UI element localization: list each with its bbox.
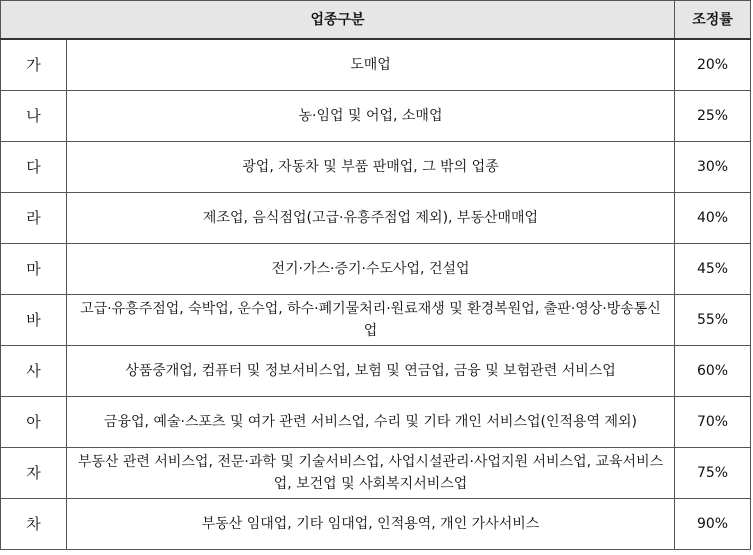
table-row — [1, 192, 751, 243]
table-row — [1, 294, 751, 345]
row-rate: 30% — [675, 141, 751, 192]
table-row — [1, 243, 751, 294]
row-description: 부동산 관련 서비스업, 전문·과학 및 기술서비스업, 사업시설관리·사업지원 서비스업, 교육서비스업, 보건업 및 사회복지서비스업 — [67, 447, 675, 498]
row-code: 아 — [1, 396, 67, 447]
row-rate: 55% — [675, 294, 751, 345]
row-description: 상품중개업, 컴퓨터 및 정보서비스업, 보험 및 연금업, 금융 및 보험관련 서비스업 — [67, 345, 675, 396]
table-row — [1, 39, 751, 90]
row-description: 도매업 — [67, 39, 675, 90]
row-rate: 60% — [675, 345, 751, 396]
row-code: 자 — [1, 447, 67, 498]
row-description: 부동산 임대업, 기타 임대업, 인적용역, 개인 가사서비스 — [67, 498, 675, 549]
row-description: 금융업, 예술·스포츠 및 여가 관련 서비스업, 수리 및 기타 개인 서비스업(인적용역 제외) — [67, 396, 675, 447]
row-rate: 90% — [675, 498, 751, 549]
row-description: 광업, 자동차 및 부품 판매업, 그 밖의 업종 — [67, 141, 675, 192]
row-description: 고급·유흥주점업, 숙박업, 운수업, 하수·폐기물처리·원료재생 및 환경복원업, 출판·영상·방송통신업 — [67, 294, 675, 345]
table-row — [1, 90, 751, 141]
row-description: 제조업, 음식점업(고급·유흥주점업 제외), 부동산매매업 — [67, 192, 675, 243]
table-row — [1, 141, 751, 192]
row-code: 라 — [1, 192, 67, 243]
row-rate: 25% — [675, 90, 751, 141]
row-rate: 70% — [675, 396, 751, 447]
row-rate: 40% — [675, 192, 751, 243]
header-rate: 조정률 — [675, 1, 751, 40]
row-code: 나 — [1, 90, 67, 141]
table-row — [1, 447, 751, 498]
table-row — [1, 498, 751, 549]
row-code: 마 — [1, 243, 67, 294]
table-header-row — [1, 1, 751, 40]
row-code: 차 — [1, 498, 67, 549]
row-code: 다 — [1, 141, 67, 192]
table-row — [1, 345, 751, 396]
row-rate: 45% — [675, 243, 751, 294]
row-code: 바 — [1, 294, 67, 345]
table-row — [1, 396, 751, 447]
row-rate: 75% — [675, 447, 751, 498]
header-category: 업종구분 — [1, 1, 675, 40]
row-code: 가 — [1, 39, 67, 90]
row-description: 농·임업 및 어업, 소매업 — [67, 90, 675, 141]
row-code: 사 — [1, 345, 67, 396]
row-rate: 20% — [675, 39, 751, 90]
row-description: 전기·가스·증기·수도사업, 건설업 — [67, 243, 675, 294]
